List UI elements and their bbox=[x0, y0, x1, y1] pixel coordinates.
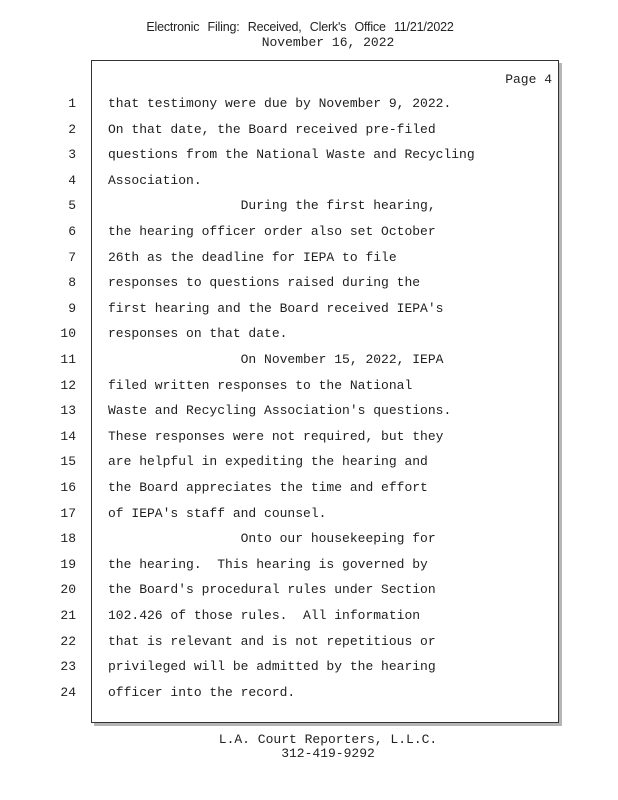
transcript-line bbox=[68, 273, 558, 293]
transcript-line bbox=[60, 350, 558, 370]
line-number: 3 bbox=[68, 147, 76, 163]
line-number: 4 bbox=[68, 172, 76, 188]
transcript-line bbox=[68, 94, 558, 114]
line-number: 19 bbox=[60, 556, 76, 572]
transcript-line bbox=[60, 452, 558, 472]
line-text: the Board's procedural rules under Section bbox=[108, 582, 436, 598]
line-text: that testimony were due by November 9, 2022. bbox=[108, 96, 452, 111]
court-reporter-name: L.A. Court Reporters, L.L.C. bbox=[218, 732, 438, 747]
transcript-line bbox=[68, 248, 558, 268]
line-number: 18 bbox=[60, 531, 76, 547]
transcript-date: November 16, 2022 bbox=[261, 35, 395, 50]
line-text: of IEPA's staff and counsel. bbox=[108, 505, 327, 521]
line-number: 9 bbox=[68, 300, 76, 316]
line-number: 7 bbox=[68, 249, 76, 265]
line-text: 102.426 of those rules. All information bbox=[108, 608, 421, 623]
line-number: 17 bbox=[60, 505, 76, 521]
line-text: first hearing and the Board received IEPA's bbox=[108, 300, 444, 316]
page-number: Page 4 bbox=[505, 72, 552, 87]
transcript-line bbox=[68, 299, 558, 319]
transcript-line bbox=[60, 657, 558, 677]
line-text: Waste and Recycling Association's questions. bbox=[108, 403, 452, 419]
transcript-line bbox=[68, 196, 558, 216]
line-text: During the first hearing, bbox=[108, 198, 436, 214]
line-number: 20 bbox=[60, 582, 76, 598]
line-number: 14 bbox=[60, 428, 76, 444]
line-number: 21 bbox=[60, 608, 76, 623]
transcript-line bbox=[60, 376, 558, 396]
transcript-line bbox=[60, 632, 558, 652]
line-text: the hearing officer order also set October bbox=[108, 224, 436, 239]
transcript-line bbox=[68, 145, 558, 165]
line-text: the Board appreciates the time and effort bbox=[108, 480, 428, 495]
line-number: 1 bbox=[68, 96, 76, 111]
line-number: 15 bbox=[60, 454, 76, 470]
court-reporter-phone: 312-419-9292 bbox=[281, 746, 375, 761]
transcript-line bbox=[60, 401, 558, 421]
line-text: responses on that date. bbox=[108, 326, 288, 342]
line-number: 6 bbox=[68, 224, 76, 239]
line-text: the hearing. This hearing is governed by bbox=[108, 556, 428, 572]
transcript-line bbox=[68, 222, 558, 242]
line-text: that is relevant and is not repetitious or bbox=[108, 633, 436, 649]
line-text: responses to questions raised during the bbox=[108, 275, 421, 291]
filing-stamp: Electronic Filing: Received, Clerk's Office 11/21/2022 bbox=[146, 20, 454, 34]
line-text: On November 15, 2022, IEPA bbox=[108, 352, 444, 367]
transcript-line bbox=[60, 504, 558, 524]
line-number: 22 bbox=[60, 633, 76, 649]
line-text: questions from the National Waste and Recycling bbox=[108, 147, 475, 163]
transcript-line bbox=[60, 427, 558, 447]
line-text: are helpful in expediting the hearing and bbox=[108, 454, 428, 470]
transcript-line bbox=[60, 580, 558, 600]
transcript-line bbox=[60, 555, 558, 575]
line-number: 8 bbox=[68, 275, 76, 291]
line-number: 23 bbox=[60, 659, 76, 675]
line-text: On that date, the Board received pre-filed bbox=[108, 121, 436, 137]
line-number: 11 bbox=[60, 352, 76, 367]
line-number: 13 bbox=[60, 403, 76, 419]
line-number: 24 bbox=[60, 684, 76, 700]
line-text: 26th as the deadline for IEPA to file bbox=[108, 249, 397, 265]
transcript-line bbox=[60, 606, 558, 626]
line-number: 10 bbox=[60, 326, 76, 342]
line-text: officer into the record. bbox=[108, 684, 296, 700]
transcript-line bbox=[68, 120, 558, 140]
line-text: These responses were not required, but they bbox=[108, 428, 444, 444]
transcript-line bbox=[60, 683, 558, 703]
line-text: privileged will be admitted by the hearing bbox=[108, 659, 436, 675]
line-text: filed written responses to the National bbox=[108, 377, 413, 393]
transcript-line bbox=[60, 324, 558, 344]
line-text: Onto our housekeeping for bbox=[108, 531, 436, 547]
line-text: Association. bbox=[108, 172, 202, 188]
line-number: 2 bbox=[68, 121, 76, 137]
transcript-line bbox=[60, 478, 558, 498]
line-number: 16 bbox=[60, 480, 76, 495]
transcript-lines bbox=[60, 61, 558, 722]
transcript-page bbox=[60, 60, 559, 723]
transcript-line bbox=[60, 529, 558, 549]
line-number: 12 bbox=[60, 377, 76, 393]
transcript-line bbox=[68, 171, 558, 191]
line-number: 5 bbox=[68, 198, 76, 214]
